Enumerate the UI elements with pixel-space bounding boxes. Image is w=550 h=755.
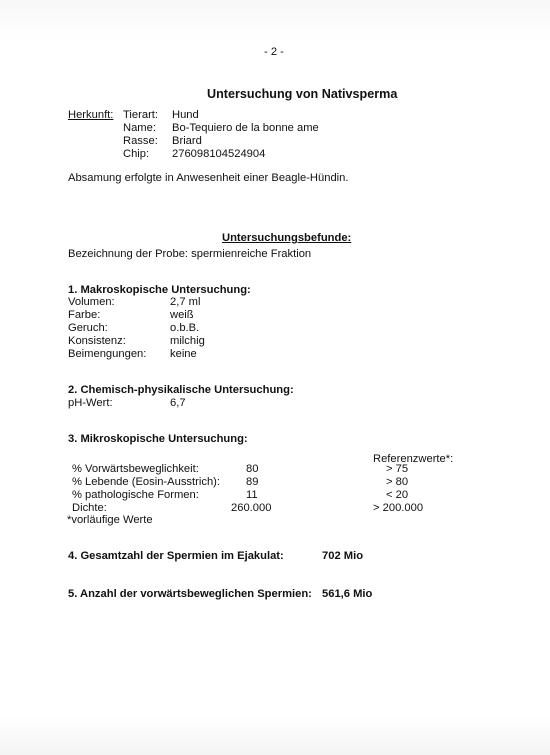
section-5-value: 561,6 Mio [322,588,373,600]
field-value: o.b.B. [170,322,200,334]
field-label: % Lebende (Eosin-Ausstrich): [72,476,220,488]
page-number: - 2 - [264,46,284,58]
section-4-title: 4. Gesamtzahl der Spermien im Ejakulat: [68,550,284,562]
herkunft-key: Chip: [123,148,150,160]
field-value: milchig [170,335,205,347]
reference-value: > 75 [386,463,409,475]
herkunft-row-tierart [0,109,550,122]
field-label: Dichte: [72,502,107,514]
field-value: 89 [246,476,259,488]
field-label: Konsistenz: [68,335,126,347]
herkunft-row-name [0,122,550,135]
field-value: 2,7 ml [170,296,201,308]
section-5-title: 5. Anzahl der vorwärtsbeweglichen Spermien: [68,588,312,600]
field-value: 260.000 [231,502,272,514]
document-title: Untersuchung von Nativsperma [207,87,398,101]
field-label: Geruch: [68,322,108,334]
table-row [0,397,550,410]
herkunft-label: Herkunft: [68,109,114,121]
reference-value: < 20 [386,489,409,501]
table-row [0,335,550,348]
reference-value: > 80 [386,476,409,488]
field-label: Beimengungen: [68,348,147,360]
herkunft-value: Hund [172,109,199,121]
footnote: *vorläufige Werte [67,514,153,526]
section-1-title: 1. Makroskopische Untersuchung: [68,284,251,296]
findings-heading: Untersuchungsbefunde: [222,232,352,244]
reference-header: Referenzwerte*: [373,453,454,465]
herkunft-key: Name: [123,122,156,134]
field-label: Volumen: [68,296,115,308]
herkunft-row-rasse [0,135,550,148]
section-3-title: 3. Mikroskopische Untersuchung: [68,433,248,445]
field-value: keine [170,348,197,360]
field-label: Farbe: [68,309,101,321]
herkunft-value: 276098104524904 [172,148,266,160]
table-row [0,309,550,322]
herkunft-value: Bo-Tequiero de la bonne ame [172,122,319,134]
section-2-title: 2. Chemisch-physikalische Untersuchung: [68,384,294,396]
field-value: 6,7 [170,397,186,409]
table-row [0,463,550,476]
herkunft-row-chip [0,148,550,161]
table-row [0,322,550,335]
sample-description: Bezeichnung der Probe: spermienreiche Fraktion [68,248,312,260]
herkunft-key: Tierart: [123,109,159,121]
herkunft-value: Briard [172,135,202,147]
table-row [0,489,550,502]
table-row [0,476,550,489]
sampling-note: Absamung erfolgte in Anwesenheit einer Beagle-Hündin. [68,172,349,184]
field-value: 11 [246,489,258,501]
field-label: % pathologische Formen: [72,489,199,501]
table-row [0,296,550,309]
field-label: % Vorwärtsbeweglichkeit: [72,463,199,475]
field-value: 80 [246,463,259,475]
herkunft-key: Rasse: [123,135,158,147]
section-4-value: 702 Mio [322,550,364,562]
reference-value: > 200.000 [373,502,424,514]
field-label: pH-Wert: [68,397,113,409]
field-value: weiß [170,309,194,321]
table-row [0,348,550,361]
